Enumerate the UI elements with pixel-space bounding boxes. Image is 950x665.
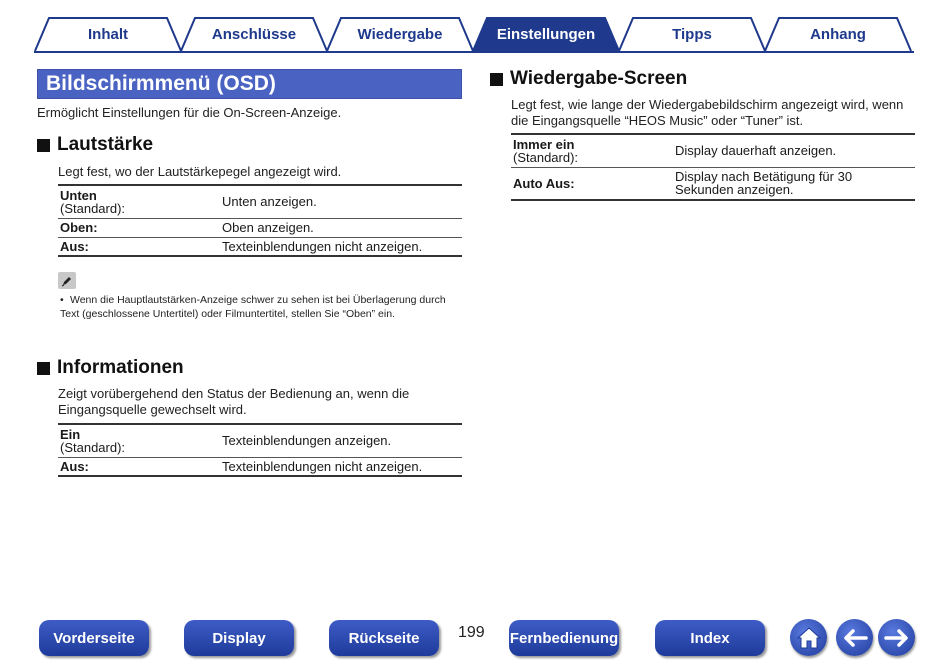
tab-label: Einstellungen bbox=[496, 25, 596, 43]
page-title: Bildschirmmenü (OSD) bbox=[37, 69, 462, 99]
table-row bbox=[58, 218, 462, 237]
section-heading-text: Informationen bbox=[57, 357, 184, 378]
table-value: Unten anzeigen. bbox=[220, 185, 462, 218]
home-button[interactable] bbox=[790, 619, 827, 656]
home-icon bbox=[796, 626, 822, 650]
section-heading-informationen bbox=[37, 357, 184, 379]
option-sub: (Standard): bbox=[60, 200, 126, 216]
page-number: 199 bbox=[458, 624, 485, 641]
tab-einstellungen[interactable] bbox=[472, 17, 620, 51]
informationen-desc: Zeigt vorübergehend den Status der Bedienung an, wenn die Eingangsquelle gewechselt wird. bbox=[58, 386, 410, 417]
tab-wiedergabe[interactable] bbox=[326, 17, 474, 51]
tab-bar bbox=[0, 0, 950, 60]
table-key: Aus: bbox=[58, 457, 220, 476]
fernbedienung-button[interactable]: Fernbedienung bbox=[509, 620, 619, 656]
option-sub: (Standard): bbox=[60, 439, 126, 455]
table-row bbox=[58, 237, 462, 256]
pencil-note-icon bbox=[58, 272, 76, 289]
option-name: Immer ein bbox=[513, 136, 575, 152]
tab-inhalt[interactable] bbox=[34, 17, 182, 51]
tab-anhang[interactable] bbox=[764, 17, 912, 51]
note-text bbox=[60, 293, 455, 321]
index-button[interactable]: Index bbox=[655, 620, 765, 656]
section-heading-lautstaerke bbox=[37, 134, 153, 156]
table-row bbox=[511, 134, 915, 167]
display-button[interactable]: Display bbox=[184, 620, 294, 656]
table-value: Texteinblendungen nicht anzeigen. bbox=[220, 237, 462, 256]
option-name: Unten bbox=[60, 187, 97, 203]
forward-button[interactable] bbox=[878, 619, 915, 656]
tab-tipps[interactable] bbox=[618, 17, 766, 51]
bullet: • bbox=[60, 294, 64, 306]
wiedergabe-desc: Legt fest, wie lange der Wiedergabebildschirm angezeigt wird, wenn die Eingangsquelle “HEOS Music” oder “Tuner” ist. bbox=[511, 97, 904, 128]
square-bullet-icon bbox=[37, 139, 50, 152]
table-key bbox=[511, 134, 673, 167]
table-value: Texteinblendungen anzeigen. bbox=[220, 424, 462, 457]
option-sub: (Standard): bbox=[513, 149, 579, 165]
tab-label: Inhalt bbox=[88, 25, 128, 43]
tab-underline bbox=[34, 51, 914, 53]
square-bullet-icon bbox=[37, 362, 50, 375]
table-row bbox=[511, 167, 915, 200]
back-button[interactable] bbox=[836, 619, 873, 656]
tab-label: Anschlüsse bbox=[211, 25, 297, 43]
tab-label: Wiedergabe bbox=[357, 25, 443, 43]
table-key: Aus: bbox=[58, 237, 220, 256]
table-key: Oben: bbox=[58, 218, 220, 237]
arrow-right-icon bbox=[884, 628, 910, 648]
table-value: Display nach Betätigung für 30 Sekunden anzeigen. bbox=[673, 167, 915, 200]
arrow-left-icon bbox=[842, 628, 868, 648]
tab-label: Anhang bbox=[810, 25, 866, 43]
wiedergabe-table bbox=[511, 133, 915, 201]
table-key: Auto Aus: bbox=[511, 167, 673, 200]
table-value: Display dauerhaft anzeigen. bbox=[673, 134, 915, 167]
table-key bbox=[58, 185, 220, 218]
table-row bbox=[58, 457, 462, 476]
section-heading-wiedergabe bbox=[490, 68, 687, 90]
square-bullet-icon bbox=[490, 73, 503, 86]
section-heading-text: Lautstärke bbox=[57, 134, 154, 155]
lautstaerke-desc: Legt fest, wo der Lautstärkepegel angezeigt wird. bbox=[58, 164, 342, 179]
table-row bbox=[58, 185, 462, 218]
section-heading-text: Wiedergabe-Screen bbox=[510, 68, 688, 89]
lautstaerke-table bbox=[58, 184, 462, 257]
table-value: Texteinblendungen nicht anzeigen. bbox=[220, 457, 462, 476]
vorderseite-button[interactable]: Vorderseite bbox=[39, 620, 149, 656]
tab-anschluesse[interactable] bbox=[180, 17, 328, 51]
option-name: Ein bbox=[60, 426, 81, 442]
note-body: Wenn die Hauptlautstärken-Anzeige schwer zu sehen ist bei Überlagerung durch Text (geschlossene Untertitel) oder Filmuntertitel, stellen Sie “Oben” ein. bbox=[60, 294, 446, 320]
tab-label: Tipps bbox=[672, 25, 712, 43]
table-row bbox=[58, 424, 462, 457]
table-key bbox=[58, 424, 220, 457]
rueckseite-button[interactable]: Rückseite bbox=[329, 620, 439, 656]
table-value: Oben anzeigen. bbox=[220, 218, 462, 237]
informationen-table bbox=[58, 423, 462, 477]
intro-text: Ermöglicht Einstellungen für die On-Screen-Anzeige. bbox=[37, 105, 342, 120]
